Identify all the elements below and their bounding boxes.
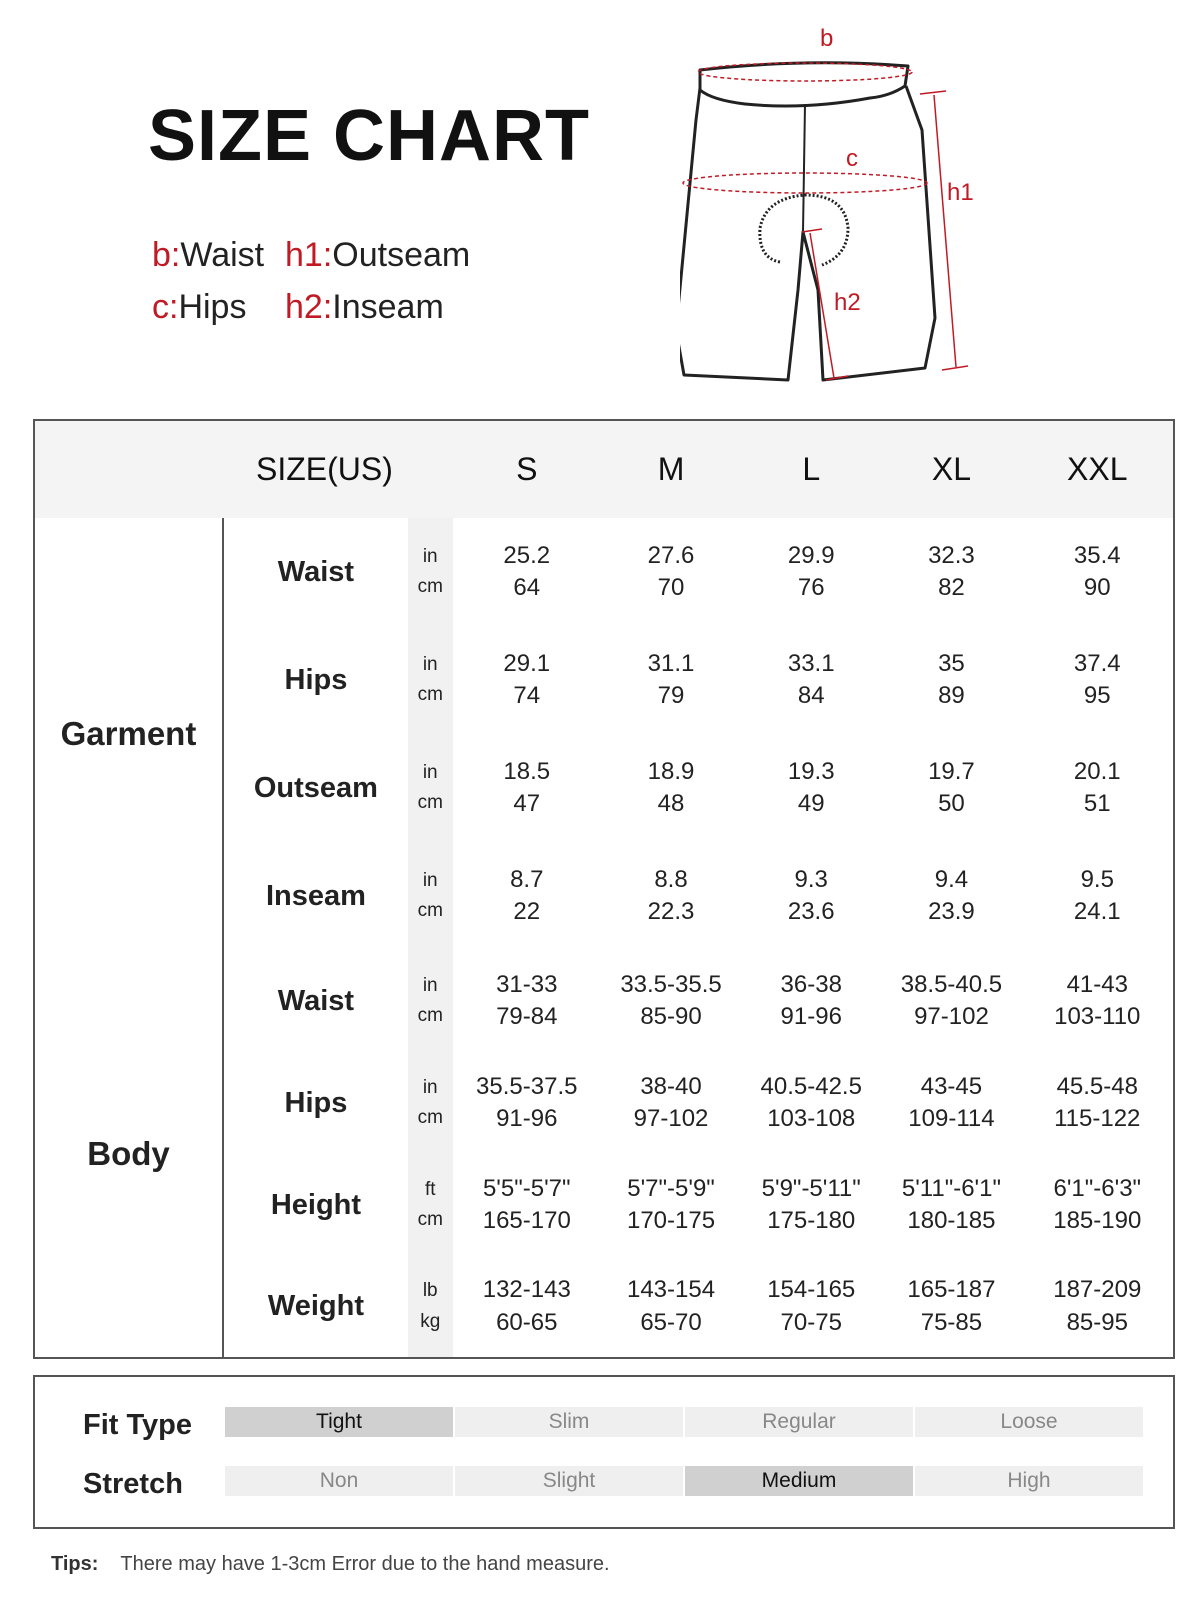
value-primary: 187-209 — [1053, 1276, 1142, 1304]
legend-key: b: — [152, 236, 181, 274]
value-cell — [453, 1256, 601, 1358]
value-cell — [453, 1154, 601, 1256]
unit-cell — [408, 518, 453, 626]
value-cell — [601, 518, 741, 626]
unit-label: kg — [420, 1310, 441, 1332]
value-primary: 37.4 — [1073, 649, 1121, 677]
value-cell — [1022, 1052, 1174, 1154]
size-table — [33, 419, 1175, 1359]
diagram-label-h2: h2 — [834, 289, 861, 316]
value-primary: 20.1 — [1073, 757, 1121, 785]
legend-item-inseam — [285, 290, 444, 324]
value-cell — [881, 626, 1021, 734]
value-secondary: 49 — [797, 790, 825, 817]
value-cell — [881, 518, 1021, 626]
unit-cell — [408, 734, 453, 842]
tips-text: There may have 1-3cm Error due to the hand measure. — [120, 1553, 610, 1575]
unit-label: cm — [417, 1107, 443, 1128]
value-cell — [453, 734, 601, 842]
unit-label: lb — [422, 1280, 438, 1302]
value-cell — [881, 734, 1021, 842]
value-primary: 33.1 — [787, 649, 835, 677]
value-primary: 165-187 — [907, 1276, 996, 1304]
unit-label: cm — [417, 900, 443, 921]
value-cell — [741, 1052, 881, 1154]
fit-option-tight: Tight — [225, 1407, 455, 1437]
legend-label: Inseam — [332, 288, 444, 326]
value-primary: 45.5-48 — [1056, 1072, 1138, 1100]
value-primary: 6'1"-6'3" — [1053, 1174, 1142, 1202]
section-label-garment: Garment — [34, 518, 223, 950]
value-primary: 18.9 — [647, 757, 695, 785]
value-cell — [601, 842, 741, 950]
tips-note — [51, 1553, 610, 1576]
value-primary: 154-165 — [767, 1276, 856, 1304]
value-secondary: 70 — [657, 574, 685, 601]
value-secondary: 22.3 — [647, 898, 695, 925]
value-primary: 36-38 — [780, 970, 842, 998]
value-secondary: 70-75 — [780, 1308, 842, 1336]
value-cell — [1022, 842, 1174, 950]
value-primary: 41-43 — [1066, 970, 1128, 998]
value-cell — [453, 1052, 601, 1154]
stretch-option-medium: Medium — [685, 1466, 915, 1496]
value-cell — [881, 950, 1021, 1052]
value-secondary: 91-96 — [780, 1003, 842, 1030]
size-header-xxl: XXL — [1067, 451, 1128, 487]
value-cell — [881, 1256, 1021, 1358]
value-cell — [601, 1154, 741, 1256]
value-cell — [601, 950, 741, 1052]
value-secondary: 115-122 — [1054, 1105, 1141, 1132]
unit-label: in — [422, 974, 438, 996]
shorts-outline — [680, 86, 935, 380]
unit-label: in — [422, 545, 438, 567]
value-secondary: 48 — [657, 790, 685, 817]
value-primary: 5'11"-6'1" — [901, 1174, 1001, 1202]
unit-label: ft — [424, 1178, 436, 1200]
value-secondary: 50 — [938, 790, 965, 817]
value-cell — [453, 842, 601, 950]
value-cell — [1022, 950, 1174, 1052]
value-secondary: 47 — [513, 790, 541, 817]
fit-type-label: Fit Type — [83, 1409, 193, 1441]
stretch-scale — [225, 1466, 1143, 1496]
value-secondary: 180-185 — [907, 1207, 996, 1234]
unit-cell — [408, 842, 453, 950]
value-secondary: 75-85 — [920, 1308, 983, 1336]
value-secondary: 85-95 — [1066, 1308, 1128, 1336]
value-cell — [741, 626, 881, 734]
legend-item-outseam — [285, 238, 470, 272]
value-secondary: 165-170 — [482, 1207, 571, 1234]
measure-label: Outseam — [253, 771, 378, 804]
value-cell — [453, 518, 601, 626]
value-primary: 38.5-40.5 — [900, 970, 1003, 998]
hips-measure-line — [683, 173, 927, 193]
shorts-waistband — [700, 63, 908, 106]
measure-label: Height — [270, 1188, 362, 1221]
value-cell — [741, 518, 881, 626]
unit-label: cm — [417, 1005, 443, 1026]
value-cell — [601, 1052, 741, 1154]
shorts-diagram — [680, 20, 1000, 390]
value-cell — [453, 626, 601, 734]
value-primary: 9.3 — [794, 865, 828, 893]
value-secondary: 185-190 — [1053, 1207, 1142, 1234]
stretch-option-high: High — [915, 1466, 1143, 1496]
value-primary: 35.4 — [1073, 541, 1121, 569]
value-primary: 31.1 — [647, 649, 695, 677]
value-cell — [1022, 1154, 1174, 1256]
stretch-option-slight: Slight — [455, 1466, 685, 1496]
value-secondary: 74 — [513, 682, 541, 709]
value-cell — [601, 1256, 741, 1358]
value-secondary: 91-96 — [496, 1105, 558, 1132]
value-cell — [1022, 734, 1174, 842]
value-secondary: 82 — [938, 574, 965, 601]
table-header-row — [34, 420, 1174, 518]
fit-panel — [33, 1375, 1175, 1529]
stretch-option-non: Non — [225, 1466, 455, 1496]
value-primary: 27.6 — [647, 541, 695, 569]
value-secondary: 97-102 — [914, 1003, 989, 1030]
legend-item-hips — [152, 290, 246, 324]
value-secondary: 170-175 — [626, 1207, 716, 1234]
value-primary: 31-33 — [496, 970, 558, 998]
unit-cell — [408, 950, 453, 1052]
stretch-label: Stretch — [83, 1468, 183, 1500]
diagram-label-h1: h1 — [947, 179, 974, 206]
value-secondary: 79-84 — [496, 1003, 558, 1030]
value-secondary: 103-108 — [767, 1105, 856, 1132]
fit-option-loose: Loose — [915, 1407, 1143, 1437]
measure-label: Weight — [267, 1290, 364, 1322]
value-secondary: 22 — [513, 898, 541, 925]
value-secondary: 90 — [1083, 574, 1111, 601]
section-label-body: Body — [34, 950, 223, 1358]
legend-key: h1: — [285, 236, 333, 274]
value-primary: 5'7"-5'9" — [627, 1174, 715, 1202]
legend-label: Outseam — [332, 236, 471, 274]
value-cell — [1022, 518, 1174, 626]
legend-key: c: — [152, 288, 179, 326]
value-primary: 33.5-35.5 — [620, 970, 722, 998]
size-header-m: M — [657, 451, 685, 487]
value-primary: 35 — [938, 649, 965, 677]
value-cell — [881, 1052, 1021, 1154]
value-secondary: 89 — [938, 682, 965, 709]
measure-label: Hips — [284, 663, 348, 696]
value-cell — [453, 950, 601, 1052]
measure-label: Inseam — [265, 879, 366, 912]
value-primary: 132-143 — [482, 1276, 571, 1304]
value-secondary: 51 — [1083, 790, 1111, 817]
unit-label: in — [422, 653, 438, 675]
value-primary: 9.4 — [934, 865, 969, 893]
value-cell — [741, 1154, 881, 1256]
legend-key: h2: — [285, 288, 333, 326]
value-cell — [1022, 1256, 1174, 1358]
value-primary: 143-154 — [626, 1276, 716, 1304]
table-row — [34, 950, 1174, 1052]
value-primary: 5'5"-5'7" — [482, 1174, 571, 1202]
fit-option-regular: Regular — [685, 1407, 915, 1437]
unit-cell — [408, 626, 453, 734]
value-cell — [601, 734, 741, 842]
page-title: SIZE CHART — [148, 96, 590, 176]
value-secondary: 23.9 — [928, 898, 975, 925]
value-secondary: 109-114 — [908, 1105, 995, 1132]
value-cell — [741, 734, 881, 842]
value-secondary: 24.1 — [1073, 898, 1121, 925]
value-primary: 29.1 — [503, 649, 551, 677]
value-primary: 32.3 — [928, 541, 975, 569]
value-primary: 19.3 — [787, 757, 835, 785]
value-primary: 19.7 — [928, 757, 975, 785]
value-primary: 18.5 — [503, 757, 551, 785]
value-primary: 40.5-42.5 — [760, 1072, 862, 1100]
value-cell — [881, 842, 1021, 950]
value-secondary: 76 — [797, 574, 825, 601]
value-cell — [741, 950, 881, 1052]
value-secondary: 79 — [657, 682, 685, 709]
value-cell — [1022, 626, 1174, 734]
value-primary: 8.8 — [654, 865, 688, 893]
value-secondary: 95 — [1083, 682, 1111, 709]
outseam-measure-line — [934, 95, 956, 367]
legend-label: Hips — [178, 288, 247, 326]
value-secondary: 103-110 — [1054, 1003, 1141, 1030]
unit-cell — [408, 1256, 453, 1358]
unit-label: cm — [417, 1209, 443, 1230]
unit-label: cm — [417, 576, 443, 597]
value-secondary: 84 — [797, 682, 825, 709]
measure-label: Waist — [277, 555, 355, 588]
value-cell — [881, 1154, 1021, 1256]
unit-label: in — [422, 1076, 438, 1098]
shorts-center-seam — [803, 104, 805, 232]
value-secondary: 85-90 — [640, 1003, 702, 1030]
unit-label: in — [422, 869, 438, 891]
tips-label: Tips: — [51, 1553, 99, 1575]
value-primary: 5'9"-5'11" — [761, 1174, 861, 1202]
unit-label: cm — [417, 792, 443, 813]
diagram-label-b: b — [820, 25, 834, 52]
value-cell — [741, 842, 881, 950]
value-cell — [741, 1256, 881, 1358]
size-header-l: L — [802, 451, 821, 487]
legend-item-waist — [152, 238, 264, 272]
measure-label: Hips — [284, 1086, 348, 1119]
value-secondary: 97-102 — [633, 1105, 709, 1132]
diagram-label-c: c — [846, 145, 858, 172]
unit-label: in — [422, 761, 438, 783]
unit-label: cm — [417, 684, 443, 705]
value-primary: 35.5-37.5 — [476, 1072, 578, 1100]
value-primary: 9.5 — [1080, 865, 1114, 893]
value-cell — [601, 626, 741, 734]
value-primary: 43-45 — [920, 1072, 983, 1100]
measure-label: Waist — [277, 984, 355, 1017]
size-header-s: S — [516, 451, 538, 487]
legend-label: Waist — [180, 236, 265, 274]
value-primary: 29.9 — [787, 541, 835, 569]
fit-type-scale — [225, 1407, 1143, 1437]
value-primary: 38-40 — [640, 1072, 702, 1100]
value-secondary: 23.6 — [787, 898, 835, 925]
value-secondary: 175-180 — [767, 1207, 856, 1234]
value-primary: 25.2 — [503, 541, 551, 569]
unit-cell — [408, 1052, 453, 1154]
unit-cell — [408, 1154, 453, 1256]
size-column-label: SIZE(US) — [255, 451, 393, 487]
value-secondary: 60-65 — [496, 1308, 558, 1336]
value-secondary: 65-70 — [640, 1308, 702, 1336]
fit-option-slim: Slim — [455, 1407, 685, 1437]
table-row — [34, 518, 1174, 626]
value-secondary: 64 — [513, 574, 541, 601]
value-primary: 8.7 — [510, 865, 544, 893]
size-header-xl: XL — [931, 451, 971, 487]
